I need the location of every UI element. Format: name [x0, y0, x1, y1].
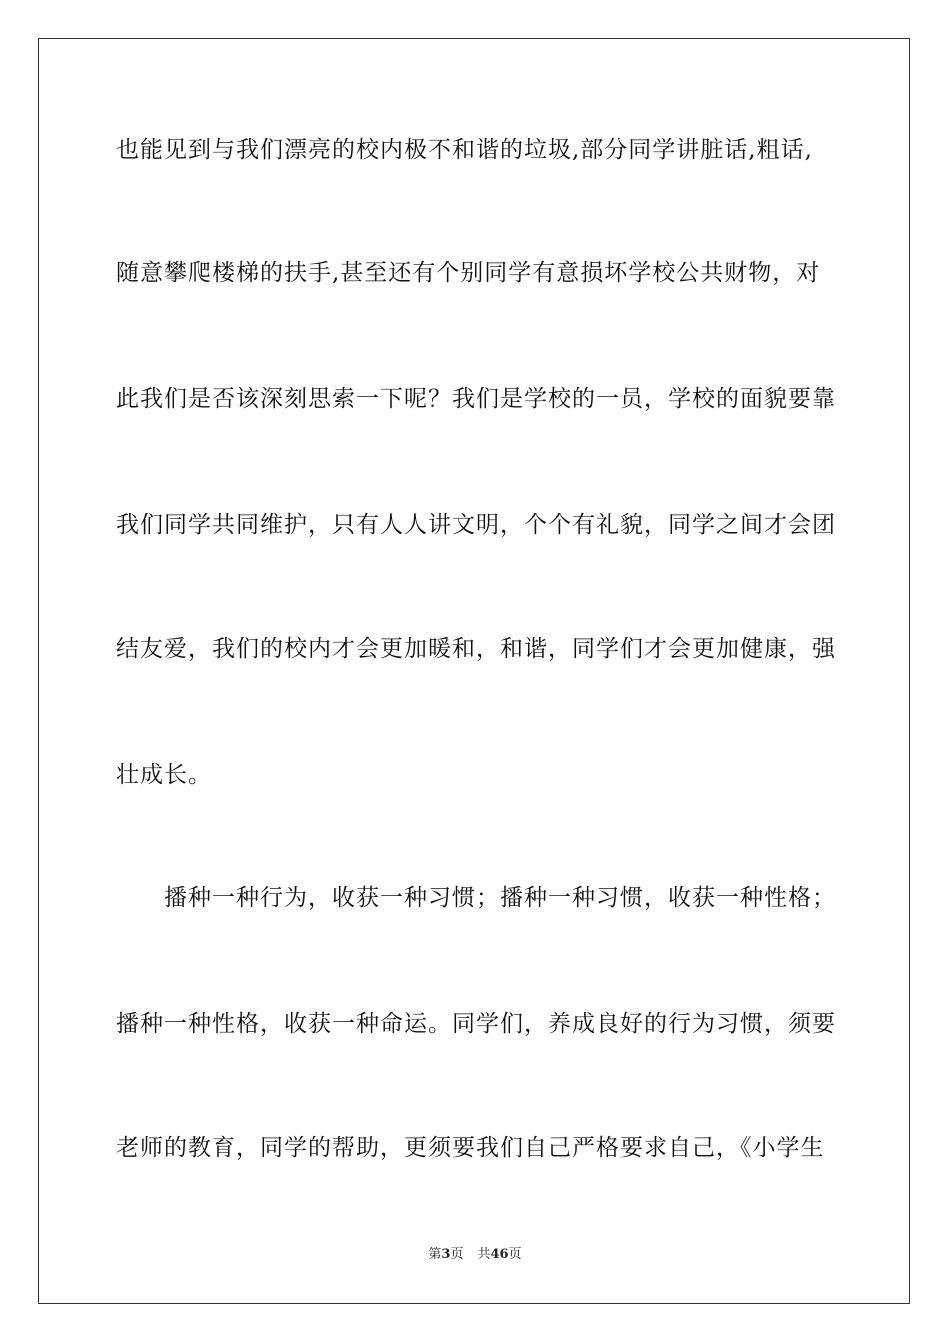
text-line-1: 也能见到与我们漂亮的校内极不和谐的垃圾,部分同学讲脏话,粗话,: [116, 137, 813, 163]
text-line-9: 老师的教育，同学的帮助，更须要我们自己严格要求自己，《小学生: [116, 1135, 825, 1161]
page-prefix: 第: [428, 1247, 442, 1262]
page-number: 3: [441, 1247, 451, 1262]
text-line-6: 壮成长。: [116, 762, 212, 788]
text-line-8: 播种一种性格，收获一种命运。同学们，养成良好的行为习惯，须要: [116, 1011, 836, 1037]
text-line-4: 我们同学共同维护，只有人人讲文明，个个有礼貌，同学之间才会团: [116, 512, 836, 538]
text-line-3: 此我们是否该深刻思索一下呢？我们是学校的一员，学校的面貌要靠: [116, 386, 836, 412]
total-suffix: 页: [508, 1247, 522, 1262]
text-line-5: 结友爱，我们的校内才会更加暖和，和谐，同学们才会更加健康，强: [116, 636, 836, 662]
page-border: [38, 38, 910, 1304]
total-pages: 46: [490, 1247, 509, 1262]
text-line-2: 随意攀爬楼梯的扶手,甚至还有个别同学有意损坏学校公共财物，对: [116, 260, 821, 286]
text-line-7-paragraph-start: 播种一种行为，收获一种习惯；播种一种习惯，收获一种性格；: [164, 885, 836, 911]
page-footer: [0, 1246, 950, 1264]
page-suffix: 页: [450, 1247, 464, 1262]
total-prefix: 共: [477, 1247, 491, 1262]
